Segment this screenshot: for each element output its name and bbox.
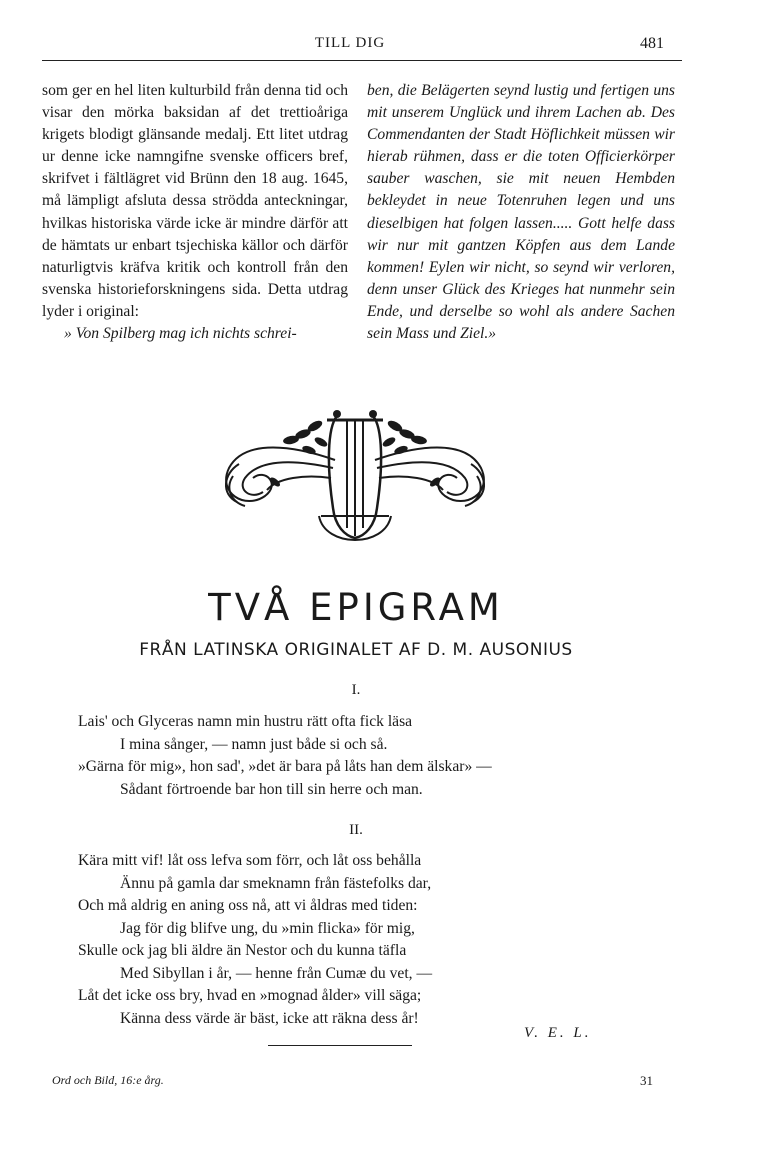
poem-line: Jag för dig blifve ung, du »min flicka» för mig, bbox=[120, 919, 415, 937]
epigram-2 bbox=[78, 850, 638, 1030]
author-signature: V. E. L. bbox=[524, 1025, 592, 1041]
epigram-1 bbox=[78, 711, 638, 801]
page-number: 481 bbox=[640, 35, 664, 52]
poem-line: »Gärna för mig», hon sad', »det är bara på låts han dem älskar» — bbox=[78, 758, 492, 775]
left-column-paragraph: som ger en hel liten kulturbild från denna tid och visar den mörka baksidan af det trettioåriga krigets blodigt glänsande medalj. Ett litet utdrag ur denne icke namngifne svenske officers bref, skrifvet i fältlägret vid Brünn den 18 aug. 1645, må lämpligt afsluta dessa strödda anteckningar, hvilkas historiska värde icke är mindre därför att de hämtats ur enbart tsjechiska källor och därför naturligtvis kräfva kritik och kontroll från den svenska historieforskningens sida. Detta utdrag lyder i original: bbox=[42, 82, 348, 320]
subtitle: FRÅN LATINSKA ORIGINALET AF D. M. AUSONIUS bbox=[139, 640, 573, 660]
poem-line: Lais' och Glyceras namn min hustru rätt ofta fick läsa bbox=[78, 713, 413, 730]
poem-line: Med Sibyllan i år, — henne från Cumæ du vet, — bbox=[120, 964, 433, 982]
running-header-title: TILL DIG bbox=[314, 35, 386, 51]
poem-line: Kära mitt vif! låt oss lefva som förr, och låt oss behålla bbox=[78, 852, 422, 869]
lyre-laurel-ornament-icon bbox=[215, 398, 495, 558]
epigram-2-numeral: II. bbox=[349, 822, 363, 838]
right-column-text: ben, die Belägerten seynd lustig und fertigen uns mit unserem Unglück und ihrem Lachen ab. Des Commendanten der Stadt Höflichkeit müssen wir hierab rühmen, dass er die toten Officierkörper sauber waschen, sie mit neuen Hembden bekleydet in neue Totenruhen legen und uns dieselbigen hat folgen lassen..... Gott helfe dass wir nur mit gantzen Köpfen aus dem Lande kommen! Eylen wir nicht, so seynd wir verloren, denn unser Glück des Krieges hat nunmehr sein Ende, und derselbe so wohl als andere Sachen sein Mass und Ziel.» bbox=[367, 82, 675, 343]
epigram-1-numeral: I. bbox=[351, 682, 361, 698]
poem-line: Sådant förtroende bar hon till sin herre och man. bbox=[120, 780, 423, 798]
end-rule bbox=[268, 1045, 412, 1046]
right-column bbox=[367, 80, 675, 345]
poem-line: I mina sånger, — namn just både si och så. bbox=[120, 735, 388, 753]
header-rule bbox=[42, 60, 682, 61]
poem-line: Låt det icke oss bry, hvad en »mognad ålder» vill säga; bbox=[78, 987, 422, 1004]
footer-publication: Ord och Bild, 16:e årg. bbox=[52, 1073, 164, 1087]
poem-line: Skulle ock jag bli äldre än Nestor och du kunna täfla bbox=[78, 942, 407, 959]
quote-start: » Von Spilberg mag ich nichts schrei- bbox=[64, 325, 297, 343]
left-column bbox=[42, 80, 348, 345]
poem-line: Ännu på gamla dar smeknamn från fästefolks dar, bbox=[120, 874, 432, 892]
poem-line: Och må aldrig en aning oss nå, att vi åldras med tiden: bbox=[78, 897, 418, 914]
footer-signature-number: 31 bbox=[640, 1073, 653, 1088]
page-title: TVÅ EPIGRAM bbox=[208, 586, 504, 629]
poem-line: Känna dess värde är bäst, icke att räkna dess år! bbox=[120, 1009, 419, 1027]
